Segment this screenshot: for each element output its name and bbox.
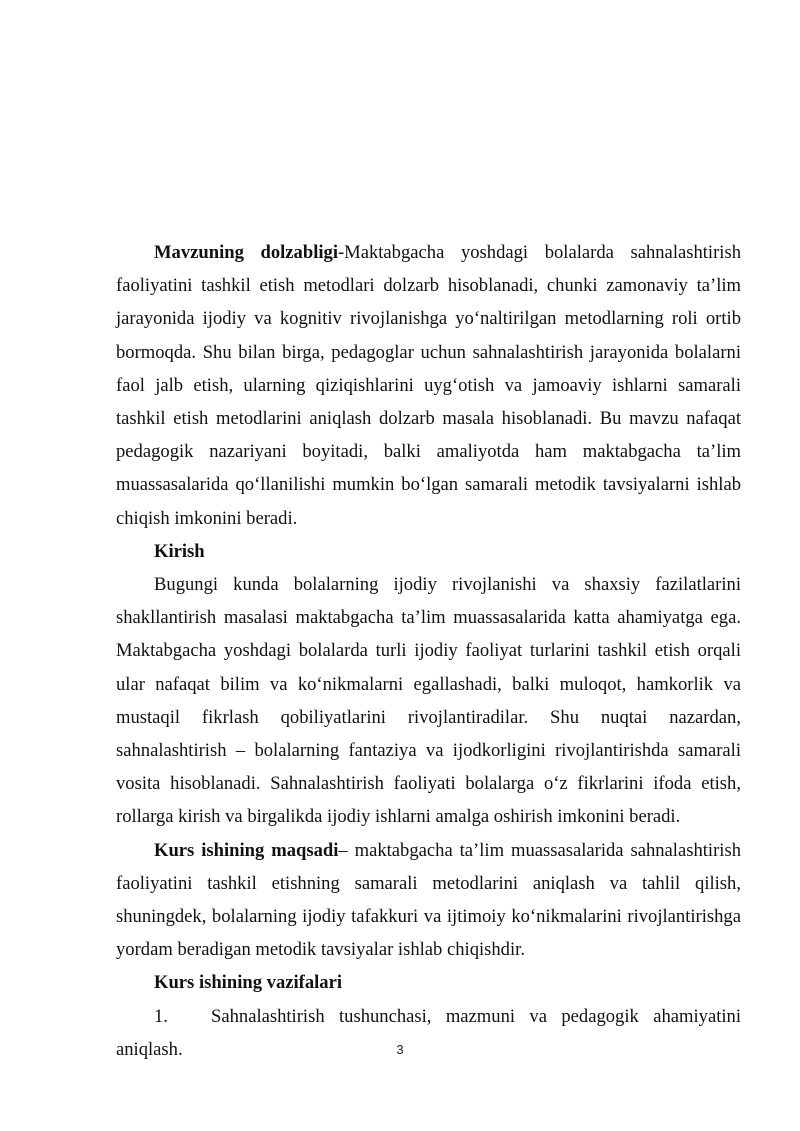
- goal-text: – maktabgacha ta’lim muassasalarida sahnalashtirish faoliyatini tashkil etishning samarali metodlarini aniqlash va tahlil qilish, shuningdek, bolalarning ijodiy tafakkuri va ijtimoiy ko‘nikmalarini rivojlantirishga yordam beradigan metodik tavsiyalar ishlab chiqishdir.: [116, 839, 741, 961]
- relevance-text: -Maktabgacha yoshdagi bolalarda sahnalashtirish faoliyatini tashkil etish metodlari dolzarb hisoblanadi, chunki zamonaviy ta’lim jarayonida ijodiy va kognitiv rivojlanishga yo‘naltirilgan metodlarning roli ortib bormoqda. Shu bilan birga, pedagoglar uchun sahnalashtirish jarayonida bolalarni faol jalb etish, ularning qiziqishlarini uyg‘otish va jamoaviy ishlarni samarali tashkil etish metodlarini aniqlash dolzarb masala hisoblanadi. Bu mavzu nafaqat pedagogik nazariyani boyitadi, balki amaliyotda ham maktabgacha ta’lim muassasalarida qo‘llanilishi mumkin bo‘lgan samarali metodik tavsiyalarni ishlab chiqish imkonini beradi.: [116, 242, 741, 529]
- goal-lead: Kurs ishining maqsadi: [154, 839, 339, 861]
- tasks-heading: Kurs ishining vazifalari: [154, 972, 343, 994]
- relevance-paragraph: [116, 236, 741, 535]
- list-item-text: Sahnalashtirish tushunchasi, mazmuni va pedagogik ahamiyatini aniqlash.: [116, 1005, 741, 1060]
- list-item-number: 1.: [154, 1005, 168, 1027]
- introduction-heading: Kirish: [154, 540, 205, 562]
- page-number: 3: [396, 1042, 404, 1057]
- goal-paragraph: [116, 834, 741, 967]
- document-body: [116, 236, 741, 1066]
- introduction-paragraph: Bugungi kunda bolalarning ijodiy rivojlanishi va shaxsiy fazilatlarini shakllantirish masalasi maktabgacha ta’lim muassasalarida katta ahamiyatga ega. Maktabgacha yoshdagi bolalarda turli ijodiy faoliyat turlarini tashkil etish orqali ular nafaqat bilim va ko‘nikmalarni egallashadi, balki muloqot, hamkorlik va mustaqil fikrlash qobiliyatlarini rivojlantiradilar. Shu nuqtai nazardan, sahnalashtirish – bolalarning fantaziya va ijodkorligini rivojlantirishda samarali vosita hisoblanadi. Sahnalashtirish faoliyati bolalarga o‘z fikrlarini ifoda etish, rollarga kirish va birgalikda ijodiy ishlarni amalga oshirish imkonini beradi.: [116, 574, 741, 828]
- relevance-lead: Mavzuning dolzabligi: [154, 242, 338, 263]
